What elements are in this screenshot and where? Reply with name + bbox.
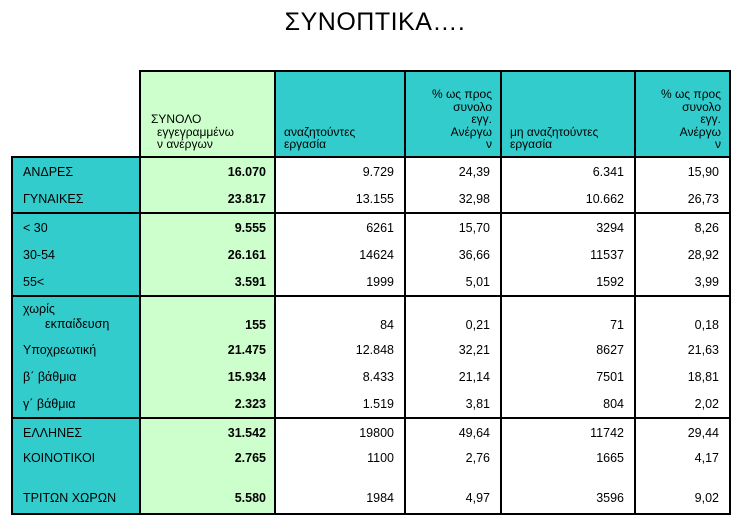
row-label: ΚΟΙΝΟΤΙΚΟΙ (12, 446, 140, 482)
row-label: χωρίς εκπαίδευση (12, 296, 140, 336)
header-pct-not-seeking: % ως προς συνολο εγγ. Ανέργω ν (635, 71, 730, 157)
pct-not-seeking-cell: 28,92 (635, 241, 730, 268)
row-label: ΑΝΔΡΕΣ (12, 157, 140, 185)
row-label: β΄ βάθμια (12, 363, 140, 390)
row-label: < 30 (12, 213, 140, 241)
not-seeking-cell: 3596 (501, 482, 635, 514)
header-seeking: αναζητούντες εργασία (275, 71, 405, 157)
total-cell: 23.817 (140, 185, 275, 213)
pct-not-seeking-cell: 29,44 (635, 418, 730, 446)
pct-not-seeking-cell: 26,73 (635, 185, 730, 213)
total-cell: 21.475 (140, 336, 275, 363)
seeking-cell: 1.519 (275, 390, 405, 418)
table-row (12, 213, 730, 241)
pct-seeking-cell: 21,14 (405, 363, 501, 390)
not-seeking-cell: 1665 (501, 446, 635, 482)
pct-seeking-cell: 5,01 (405, 268, 501, 296)
pct-seeking-cell: 36,66 (405, 241, 501, 268)
seeking-cell: 14624 (275, 241, 405, 268)
pct-not-seeking-cell: 3,99 (635, 268, 730, 296)
row-label: 30-54 (12, 241, 140, 268)
row-label: ΕΛΛΗΝΕΣ (12, 418, 140, 446)
row-label: ΓΥΝΑΙΚΕΣ (12, 185, 140, 213)
seeking-cell: 84 (275, 296, 405, 336)
pct-seeking-cell: 0,21 (405, 296, 501, 336)
pct-seeking-cell: 32,98 (405, 185, 501, 213)
not-seeking-cell: 3294 (501, 213, 635, 241)
pct-not-seeking-cell: 15,90 (635, 157, 730, 185)
pct-not-seeking-cell: 8,26 (635, 213, 730, 241)
table-row (12, 157, 730, 185)
total-cell: 9.555 (140, 213, 275, 241)
not-seeking-cell: 11537 (501, 241, 635, 268)
total-cell: 16.070 (140, 157, 275, 185)
total-cell: 3.591 (140, 268, 275, 296)
pct-not-seeking-cell: 9,02 (635, 482, 730, 514)
not-seeking-cell: 7501 (501, 363, 635, 390)
header-row (12, 71, 730, 157)
seeking-cell: 1100 (275, 446, 405, 482)
pct-seeking-cell: 4,97 (405, 482, 501, 514)
header-not-seeking: μη αναζητούντες εργασία (501, 71, 635, 157)
table-row (12, 363, 730, 390)
pct-not-seeking-cell: 0,18 (635, 296, 730, 336)
seeking-cell: 9.729 (275, 157, 405, 185)
pct-not-seeking-cell: 2,02 (635, 390, 730, 418)
row-label: Υποχρεωτική (12, 336, 140, 363)
summary-table (11, 70, 731, 515)
seeking-cell: 13.155 (275, 185, 405, 213)
total-cell: 2.323 (140, 390, 275, 418)
not-seeking-cell: 6.341 (501, 157, 635, 185)
pct-not-seeking-cell: 4,17 (635, 446, 730, 482)
total-cell: 2.765 (140, 446, 275, 482)
not-seeking-cell: 804 (501, 390, 635, 418)
table-row (12, 446, 730, 482)
total-cell: 15.934 (140, 363, 275, 390)
table-row (12, 336, 730, 363)
not-seeking-cell: 1592 (501, 268, 635, 296)
table-row (12, 482, 730, 514)
table-row (12, 296, 730, 336)
not-seeking-cell: 10.662 (501, 185, 635, 213)
pct-not-seeking-cell: 18,81 (635, 363, 730, 390)
table-row (12, 185, 730, 213)
table-row (12, 390, 730, 418)
seeking-cell: 6261 (275, 213, 405, 241)
table-row (12, 268, 730, 296)
total-cell: 155 (140, 296, 275, 336)
pct-seeking-cell: 15,70 (405, 213, 501, 241)
page-title: ΣΥΝΟΠΤΙΚΑ…. (284, 8, 466, 36)
pct-seeking-cell: 32,21 (405, 336, 501, 363)
table-row (12, 241, 730, 268)
row-label: 55< (12, 268, 140, 296)
row-label: ΤΡΙΤΩΝ ΧΩΡΩΝ (12, 482, 140, 514)
table-row (12, 418, 730, 446)
pct-not-seeking-cell: 21,63 (635, 336, 730, 363)
not-seeking-cell: 71 (501, 296, 635, 336)
seeking-cell: 12.848 (275, 336, 405, 363)
corner-cell (12, 71, 140, 157)
header-pct-seeking: % ως προς συνολο εγγ. Ανέργω ν (405, 71, 501, 157)
pct-seeking-cell: 2,76 (405, 446, 501, 482)
total-cell: 26.161 (140, 241, 275, 268)
header-total: ΣΥΝΟΛΟ εγγεγραμμένω ν ανέργων (140, 71, 275, 157)
seeking-cell: 1984 (275, 482, 405, 514)
total-cell: 5.580 (140, 482, 275, 514)
seeking-cell: 8.433 (275, 363, 405, 390)
seeking-cell: 1999 (275, 268, 405, 296)
pct-seeking-cell: 3,81 (405, 390, 501, 418)
not-seeking-cell: 8627 (501, 336, 635, 363)
pct-seeking-cell: 49,64 (405, 418, 501, 446)
seeking-cell: 19800 (275, 418, 405, 446)
row-label: γ΄ βάθμια (12, 390, 140, 418)
not-seeking-cell: 11742 (501, 418, 635, 446)
total-cell: 31.542 (140, 418, 275, 446)
pct-seeking-cell: 24,39 (405, 157, 501, 185)
